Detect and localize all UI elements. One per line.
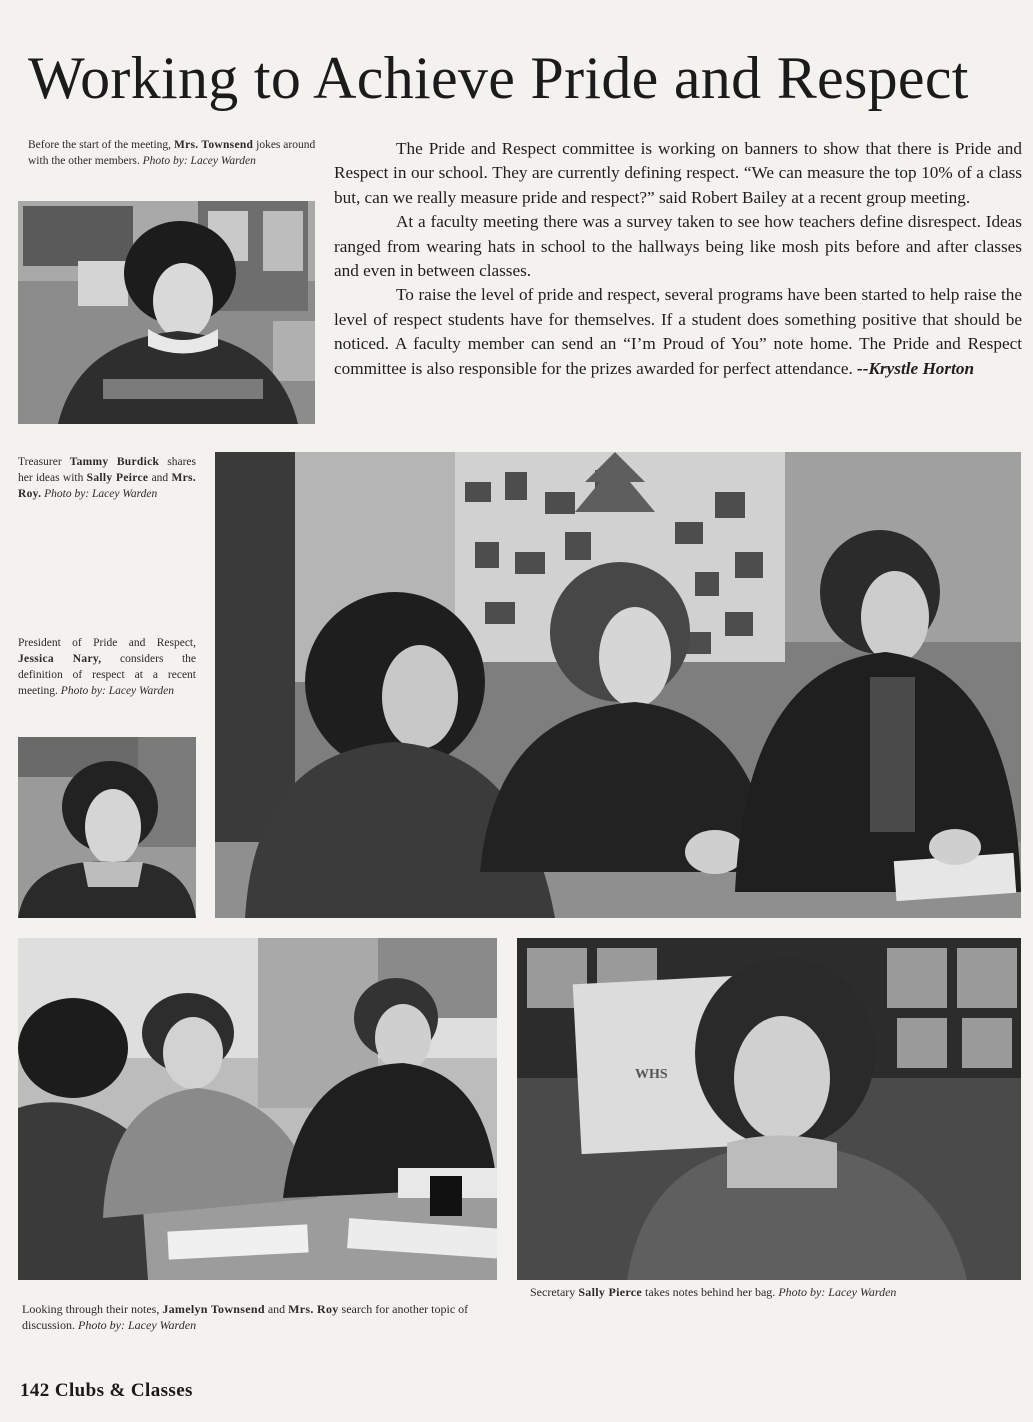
page-folio: 142 Clubs & Classes [20, 1380, 193, 1401]
photo-jessica-nary [18, 737, 196, 918]
photo-secretary [517, 938, 1021, 1280]
caption-notes: Looking through their notes, Jamelyn Townsend and Mrs. Roy search for another topic of discussion. Photo by: Lacey Warden [22, 1302, 469, 1332]
photo-townsend [18, 201, 315, 424]
caption-president: President of Pride and Respect, Jessica Nary, considers the definition of respect at a recent meeting. Photo by: Lacey Warden [18, 637, 197, 697]
photo-treasurer-meeting [215, 452, 1021, 918]
page-title: Working to Achieve Pride and Respect [28, 45, 969, 111]
article-paragraph-3: To raise the level of pride and respect, several programs have been started to help raise the level of respect students have for themselves. If a student does something positive that should be noticed. A faculty member can send an “I’m Proud of You” note home. The Pride and Respect committee is also responsible for the prizes awarded for perfect attendance. --Krystle Horton [334, 285, 1022, 378]
article-paragraph-1: The Pride and Respect committee is working on banners to show that there is Pride and Respect in our school. They are currently defining respect. “We can measure the top 10% of a class but, can we really measure pride and respect?” said Robert Bailey at a recent group meeting. [334, 139, 1022, 207]
caption-secretary: Secretary Sally Pierce takes notes behind her bag. Photo by: Lacey Warden [530, 1285, 897, 1299]
caption-treasurer: Treasurer Tammy Burdick shares her ideas with Sally Peirce and Mrs. Roy. Photo by: Lacey Warden [18, 456, 196, 500]
article-body [334, 137, 1022, 381]
article-paragraph-2: At a faculty meeting there was a survey taken to see how teachers define disrespect. Ideas ranged from wearing hats in school to the hallways being like mosh pits before and after classes and even in between classes. [334, 212, 1022, 281]
byline: --Krystle Horton [857, 358, 975, 378]
caption-townsend: Before the start of the meeting, Mrs. Townsend jokes around with the other members. Photo by: Lacey Warden [28, 139, 316, 167]
photo-notes [18, 938, 497, 1280]
bag-lettering: WHS [635, 1067, 668, 1082]
